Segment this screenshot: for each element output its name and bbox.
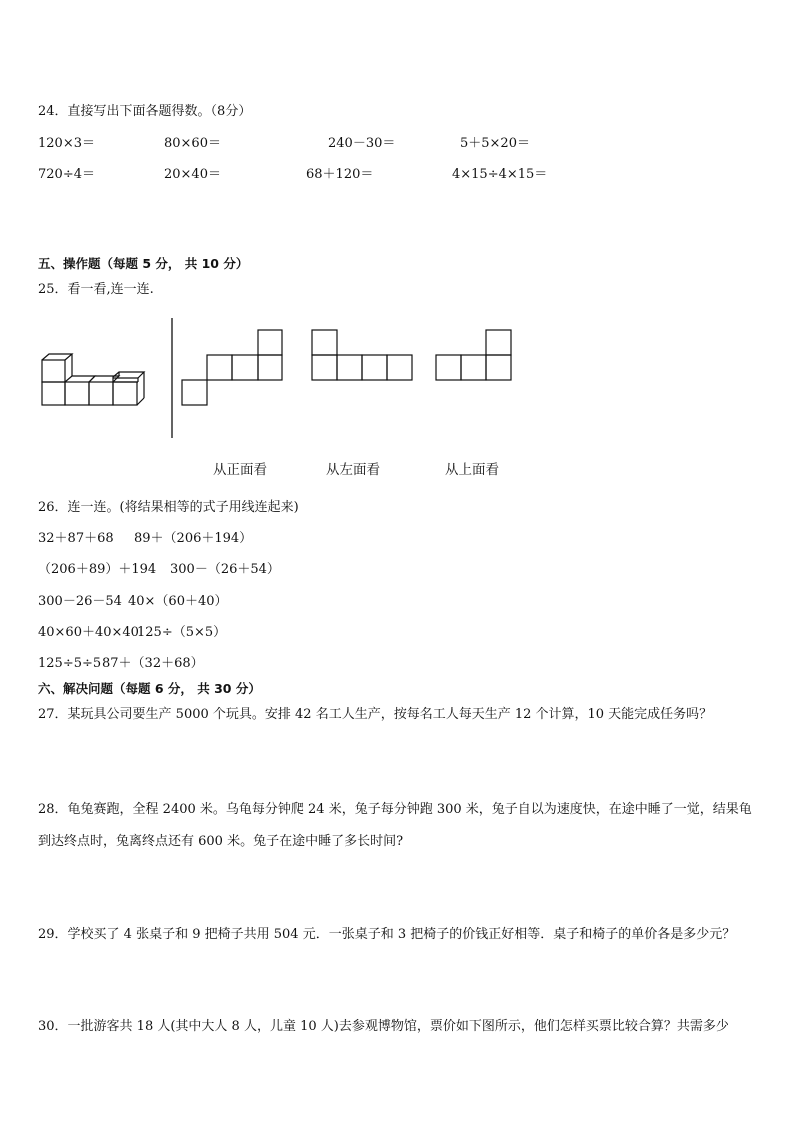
view-shape-b xyxy=(311,329,415,383)
q26-expr-right: 89＋（206＋194） xyxy=(134,531,253,546)
q26-expr-right: 125÷（5×5） xyxy=(137,625,227,640)
section-heading: 五、操作题（每题 5 分， 共 10 分） xyxy=(38,256,249,271)
view-label-front: 从正面看 xyxy=(213,462,267,478)
q24-item: 120×3＝ xyxy=(38,136,95,151)
q29-text: 29．学校买了 4 张桌子和 9 把椅子共用 504 元．一张桌子和 3 把椅子的价钱正好相等．桌子和椅子的单价各是多少元？ xyxy=(38,927,736,942)
q24-item: 5＋5×20＝ xyxy=(460,136,530,151)
q26-expr-left: 300－26－54 xyxy=(38,594,122,609)
view-label-top: 从上面看 xyxy=(445,462,499,478)
q26-expr-left: 40×60＋40×40 xyxy=(38,625,139,640)
q24-item: 240－30＝ xyxy=(328,136,396,151)
q27-text: 27．某玩具公司要生产 5000 个玩具。安排 42 名工人生产，按每名工人每天生产 12 个计算，10 天能完成任务吗？ xyxy=(38,707,713,722)
q26-title: 26．连一连。(将结果相等的式子用线连起来) xyxy=(38,500,299,515)
q24-item: 20×40＝ xyxy=(164,167,221,182)
q30-text: 30．一批游客共 18 人(其中大人 8 人，儿童 10 人)去参观博物馆，票价如下图所示，他们怎样买票比较合算？共需多少 xyxy=(38,1019,729,1034)
view-shape-a xyxy=(181,329,285,409)
section-heading: 六、解决问题（每题 6 分， 共 30 分） xyxy=(38,681,261,696)
q26-expr-right: 40×（60＋40） xyxy=(128,594,228,609)
q24-item: 4×15÷4×15＝ xyxy=(452,167,548,182)
q26-expr-left: 125÷5÷5 xyxy=(38,656,102,671)
q26-expr-left: （206＋89）＋194 xyxy=(38,562,157,577)
vertical-divider xyxy=(170,318,174,440)
q28-text: 28．龟兔赛跑，全程 2400 米。乌龟每分钟爬 24 米，兔子每分钟跑 300 米，兔子自以为速度快，在途中睡了一觉，结果龟到达终点时，兔离终点还有 600 米。兔子在途中睡了多长时间? xyxy=(38,802,752,849)
q24-item: 68＋120＝ xyxy=(306,167,374,182)
cube-solid-figure xyxy=(40,352,155,410)
q24-title: 24．直接写出下面各题得数。（8分） xyxy=(38,104,252,119)
q24-item: 720÷4＝ xyxy=(38,167,95,182)
view-shape-c xyxy=(435,329,515,383)
view-label-left: 从左面看 xyxy=(326,462,380,478)
q25-title: 25．看一看,连一连. xyxy=(38,282,154,297)
q24-item: 80×60＝ xyxy=(164,136,221,151)
q26-expr-left: 32＋87＋68 xyxy=(38,531,114,546)
q26-expr-right: 300－（26＋54） xyxy=(170,562,280,577)
q26-expr-right: 87＋（32＋68） xyxy=(102,656,204,671)
